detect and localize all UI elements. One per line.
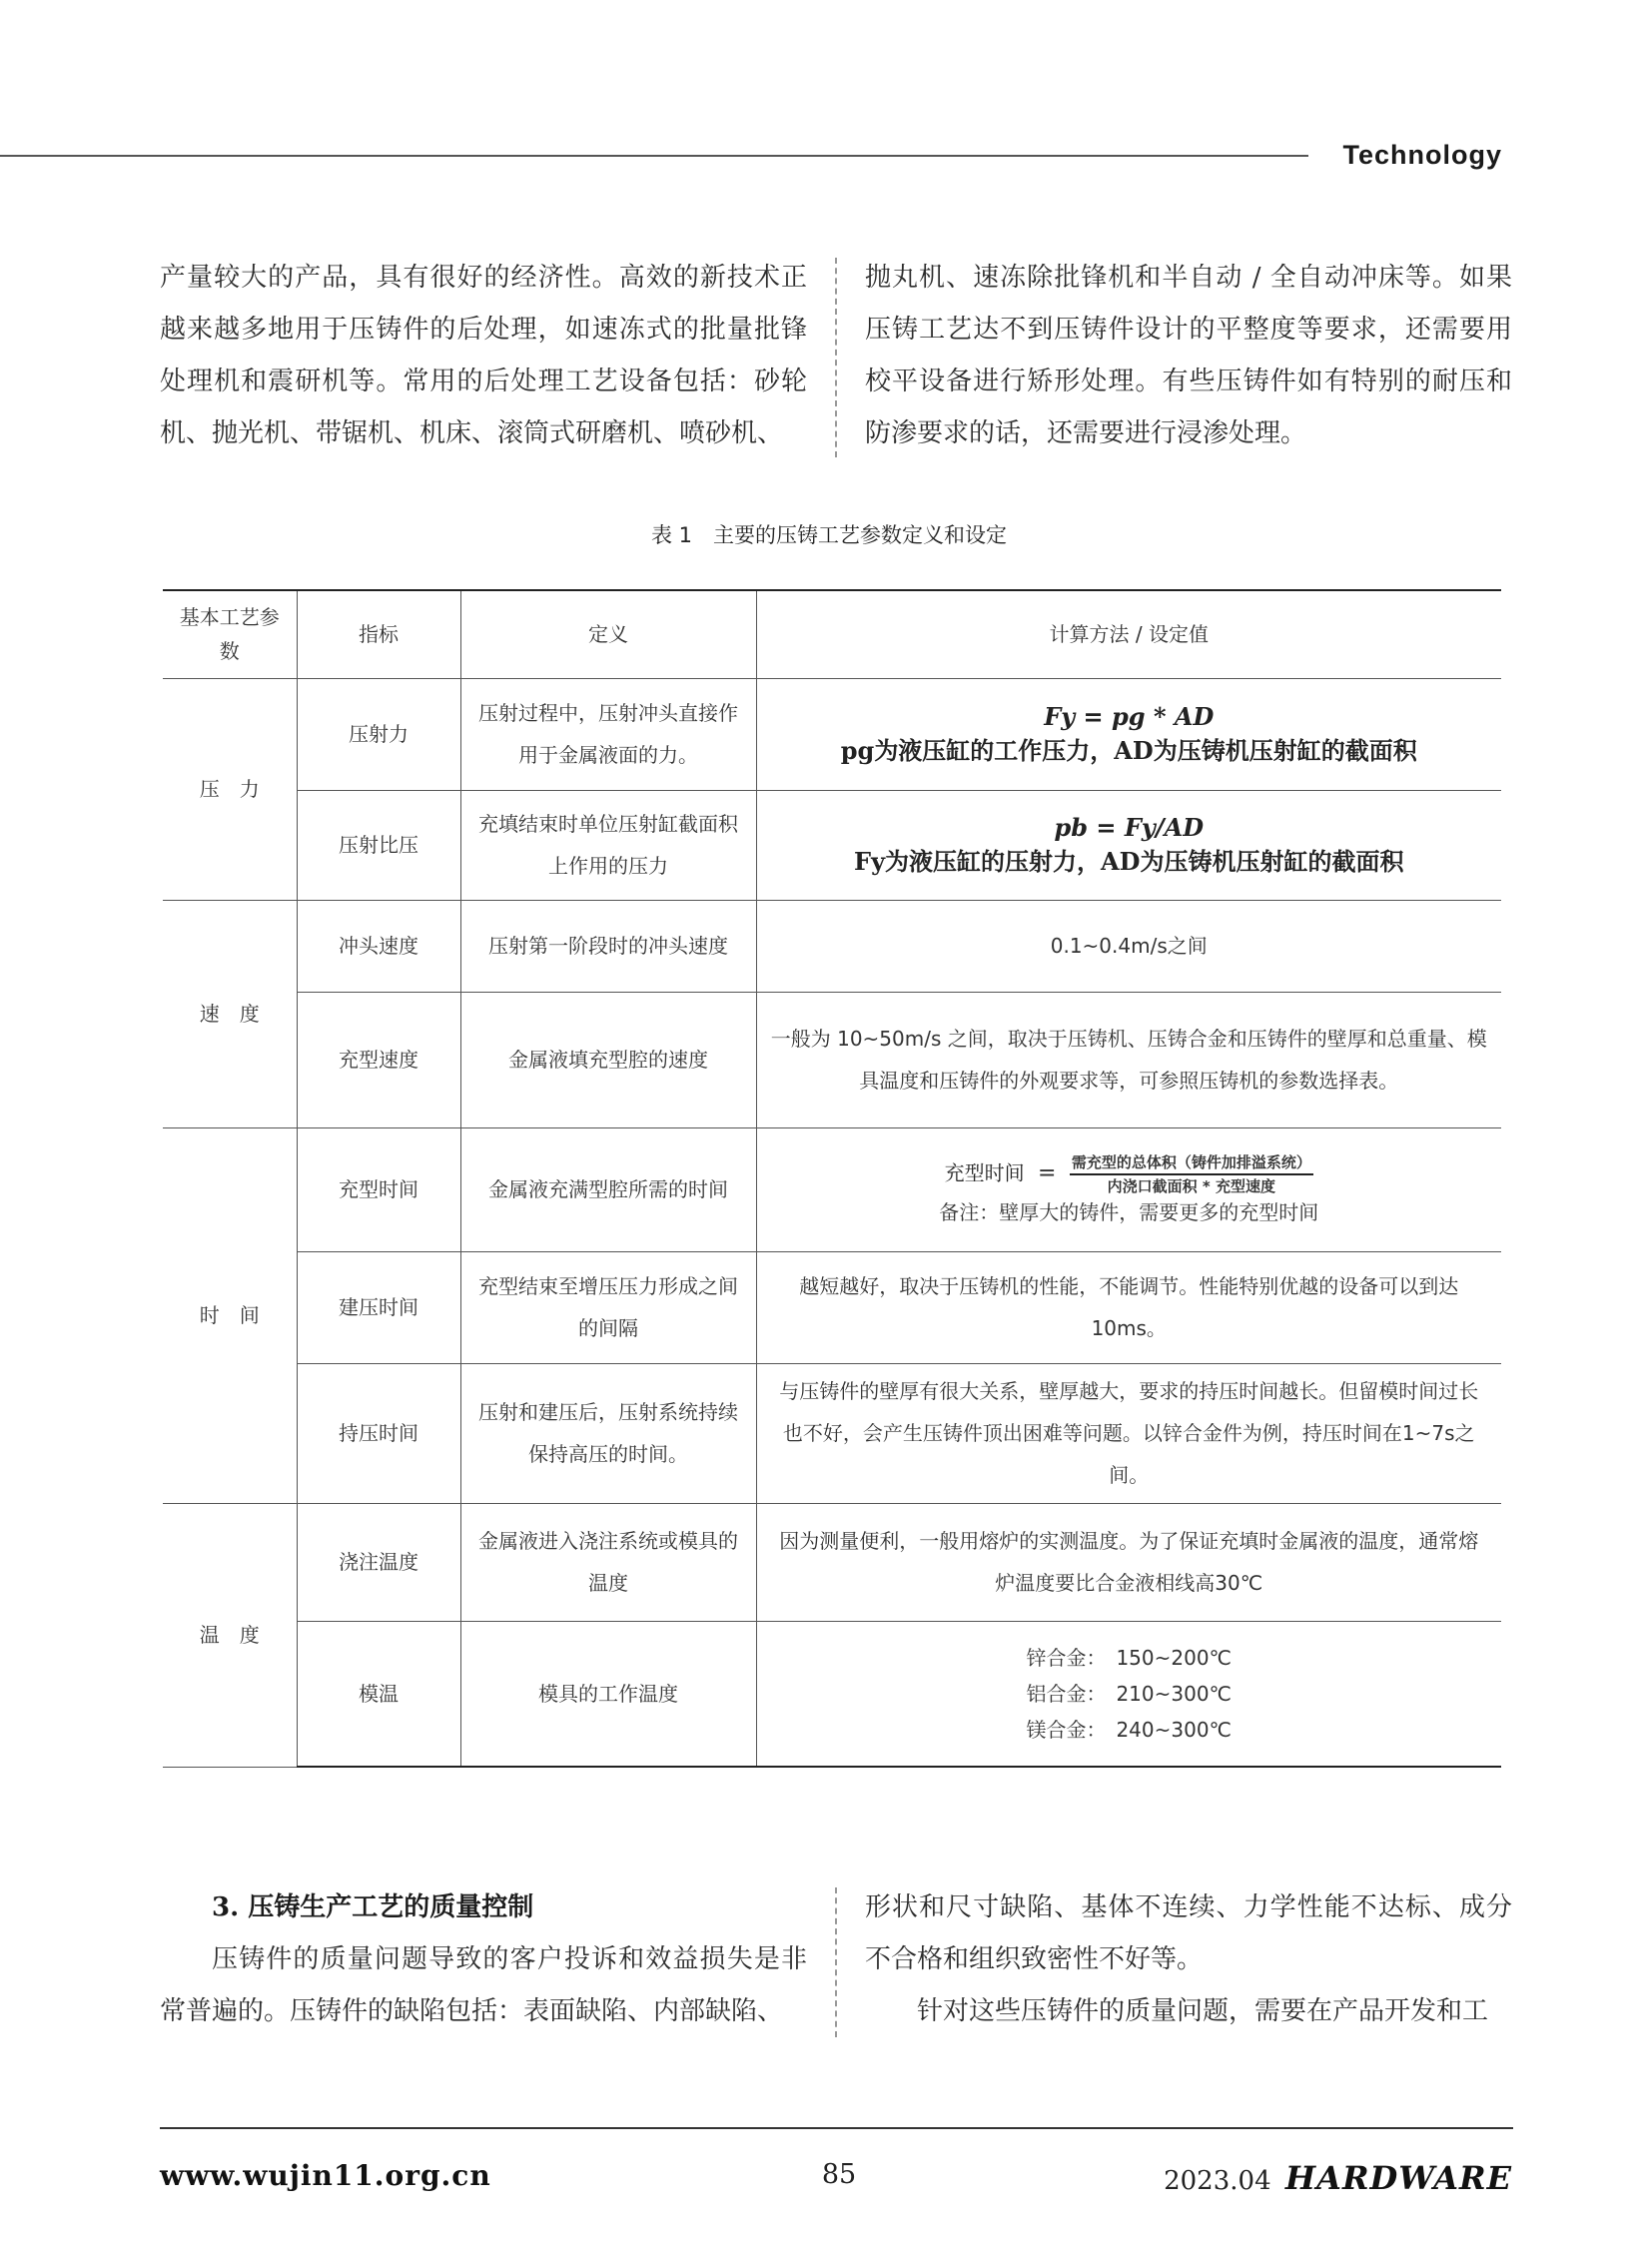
method-cell: 因为测量便利，一般用熔炉的实测温度。为了保证充填时金属液的温度，通常熔炉温度要比合金液相线高30℃ [756, 1503, 1501, 1621]
metric-cell: 浇注温度 [297, 1503, 460, 1621]
magazine-name: HARDWARE [1284, 2159, 1512, 2197]
definition-cell: 充型结束至增压压力形成之间的间隔 [460, 1251, 756, 1363]
metric-cell: 压射力 [297, 678, 460, 790]
definition-cell: 金属液充满型腔所需的时间 [460, 1127, 756, 1251]
footer-website: www.wujin11.org.cn [160, 2159, 491, 2192]
column-divider [835, 258, 837, 457]
fraction-denominator: 内浇口截面积 * 充型速度 [1107, 1177, 1275, 1195]
footer-rule [160, 2127, 1513, 2129]
issue-date: 2023.04 [1164, 2166, 1271, 2196]
metric-cell: 持压时间 [297, 1363, 460, 1503]
method-cell [756, 678, 1501, 790]
metric-cell: 冲头速度 [297, 900, 460, 992]
section-heading: 3. 压铸生产工艺的质量控制 [212, 1892, 534, 1922]
metric-cell: 充型速度 [297, 992, 460, 1127]
method-cell: 0.1~0.4m/s之间 [756, 900, 1501, 992]
top-left-column [160, 252, 807, 459]
fraction-numerator: 需充型的总体积（铸件加排溢系统） [1070, 1151, 1313, 1175]
footer-issue [1164, 2159, 1512, 2197]
header-cell: 计算方法 / 设定值 [756, 590, 1501, 678]
definition-cell: 金属液进入浇注系统或模具的温度 [460, 1503, 756, 1621]
top-right-column [865, 252, 1512, 459]
paragraph: 针对这些压铸件的质量问题，需要在产品开发和工 [917, 1996, 1489, 2026]
definition-cell: 压射和建压后，压射系统持续保持高压的时间。 [460, 1363, 756, 1503]
paragraph: 产量较大的产品，具有很好的经济性。高效的新技术正越来越多地用于压铸件的后处理，如速冻式的批量批锋处理机和震研机等。常用的后处理工艺设备包括：砂轮机、抛光机、带锯机、机床、滚筒式研磨机、喷砂机、 [160, 263, 807, 448]
bottom-left-column [160, 1881, 807, 2037]
bottom-right-column [865, 1881, 1512, 2037]
formula-note: 备注：壁厚大的铸件，需要更多的充型时间 [939, 1200, 1319, 1224]
metric-cell: 模温 [297, 1621, 460, 1767]
alloy-temp-magnesium: 镁合金： 240~300℃ [1026, 1717, 1233, 1742]
table-row [163, 1503, 1501, 1621]
metric-cell: 建压时间 [297, 1251, 460, 1363]
method-cell [756, 1127, 1501, 1251]
table-row [163, 992, 1501, 1127]
section-label: Technology [1342, 140, 1502, 170]
group-cell-speed: 速 度 [163, 900, 297, 1127]
table-caption: 表 1 主要的压铸工艺参数定义和设定 [650, 523, 1008, 547]
fraction [1070, 1151, 1313, 1197]
table-row [163, 900, 1501, 992]
formula-note: pg为液压缸的工作压力，AD为压铸机压射缸的截面积 [840, 736, 1417, 765]
column-divider [835, 1887, 837, 2037]
table-header-row [163, 590, 1501, 678]
fill-time-formula [771, 1151, 1488, 1197]
alloy-temp-aluminum: 铝合金： 210~300℃ [1026, 1681, 1233, 1706]
method-cell [756, 790, 1501, 900]
table-row [163, 1127, 1501, 1251]
group-cell-temperature: 温 度 [163, 1503, 297, 1767]
group-cell-time: 时 间 [163, 1127, 297, 1503]
formula-note: Fy为液压缸的压射力，AD为压铸机压射缸的截面积 [854, 847, 1404, 876]
formula: pb = Fy/AD [1054, 813, 1205, 842]
metric-cell: 压射比压 [297, 790, 460, 900]
table-row [163, 790, 1501, 900]
paragraph: 压铸件的质量问题导致的客户投诉和效益损失是非常普遍的。压铸件的缺陷包括：表面缺陷、内部缺陷、 [160, 1944, 807, 2026]
formula-label: 充型时间 [944, 1160, 1025, 1185]
process-parameters-table [163, 589, 1501, 1768]
method-cell: 与压铸件的壁厚有很大关系，壁厚越大，要求的持压时间越长。但留模时间过长也不好，会产生压铸件顶出困难等问题。以锌合金件为例，持压时间在1~7s之间。 [756, 1363, 1501, 1503]
header-cell: 定义 [460, 590, 756, 678]
page-number: 85 [821, 2159, 857, 2190]
table-row [163, 1621, 1501, 1767]
method-cell: 一般为 10~50m/s 之间，取决于压铸机、压铸合金和压铸件的壁厚和总重量、模具温度和压铸件的外观要求等，可参照压铸机的参数选择表。 [756, 992, 1501, 1127]
method-cell [756, 1621, 1501, 1767]
paragraph: 抛丸机、速冻除批锋机和半自动 / 全自动冲床等。如果压铸工艺达不到压铸件设计的平整度等要求，还需要用校平设备进行矫形处理。有些压铸件如有特别的耐压和防渗要求的话，还需要进行浸渗处理。 [865, 263, 1512, 448]
alloy-temp-zinc: 锌合金： 150~200℃ [1026, 1645, 1233, 1670]
header-cell: 基本工艺参 数 [163, 590, 297, 678]
metric-cell: 充型时间 [297, 1127, 460, 1251]
group-cell-pressure: 压 力 [163, 678, 297, 900]
method-cell: 越短越好，取决于压铸机的性能，不能调节。性能特别优越的设备可以到达10ms。 [756, 1251, 1501, 1363]
equals-sign: = [1031, 1160, 1064, 1186]
definition-cell: 金属液填充型腔的速度 [460, 992, 756, 1127]
definition-cell: 模具的工作温度 [460, 1621, 756, 1767]
table-row [163, 678, 1501, 790]
definition-cell: 压射过程中，压射冲头直接作用于金属液面的力。 [460, 678, 756, 790]
definition-cell: 压射第一阶段时的冲头速度 [460, 900, 756, 992]
paragraph: 形状和尺寸缺陷、基体不连续、力学性能不达标、成分不合格和组织致密性不好等。 [865, 1892, 1512, 1974]
table-row [163, 1363, 1501, 1503]
formula: Fy = pg * AD [1044, 702, 1215, 731]
header-rule [0, 155, 1308, 157]
definition-cell: 充填结束时单位压射缸截面积上作用的压力 [460, 790, 756, 900]
table-row [163, 1251, 1501, 1363]
header-cell: 指标 [297, 590, 460, 678]
